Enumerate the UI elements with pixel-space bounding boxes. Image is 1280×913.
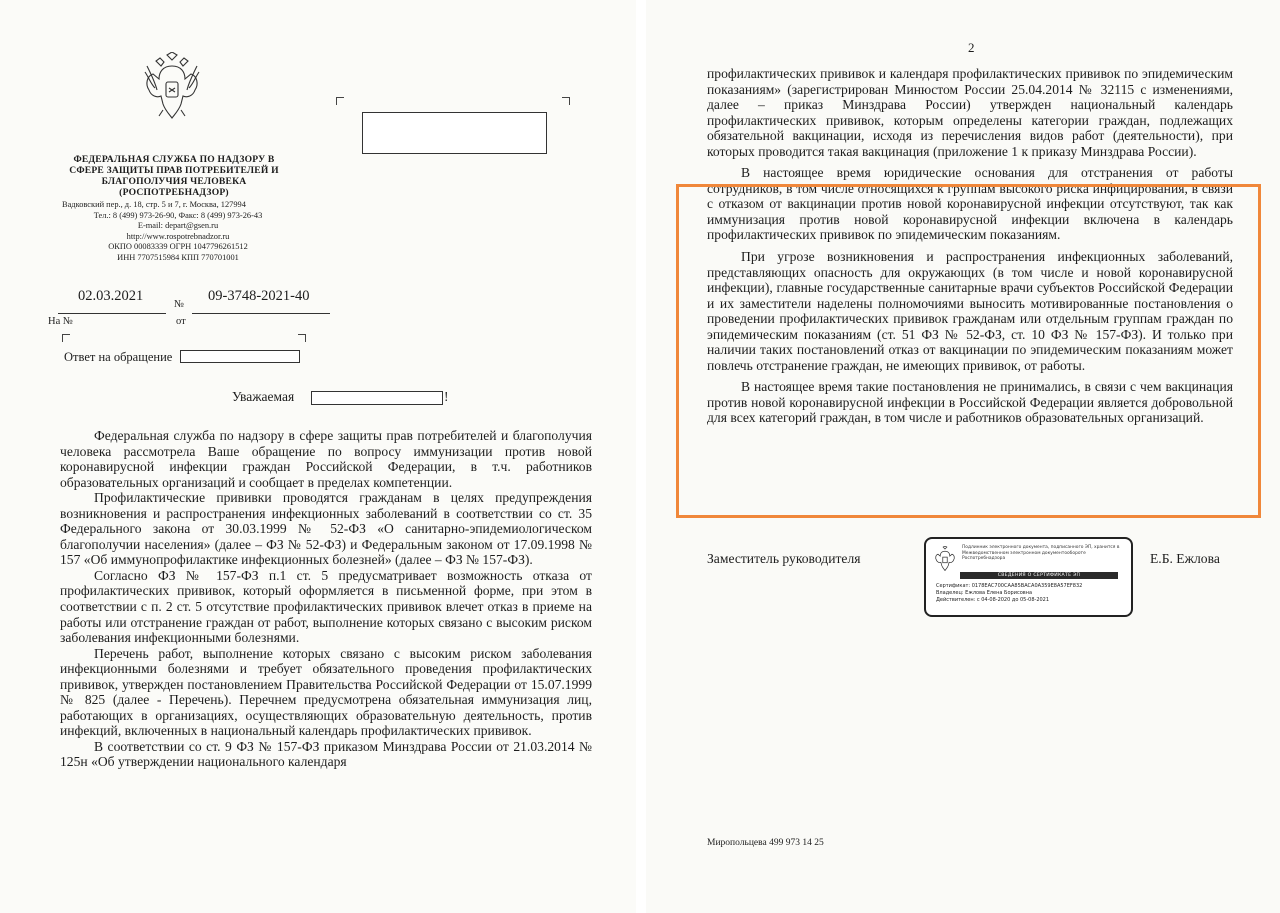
russian-coat-of-arms-icon [143, 52, 201, 122]
reply-label: Ответ на обращение [64, 350, 173, 364]
address: Вадковский пер., д. 18, стр. 5 и 7, г. Москва, 127994 [62, 200, 246, 209]
website: http://www.rospotrebnadzor.ru [126, 231, 230, 241]
stamp-emblem-icon [934, 546, 956, 572]
stamp-certificate: Сертификат: 0178EAC700CAA85BACA0A359E8A57EF832 [936, 583, 1083, 589]
paragraph: Перечень работ, выполнение которых связано с высоким риском заболевания инфекционными болезнями и требует обязательного проведения профилактических прививок, утвержден постановлением Правительства Российской Федерации от 15.07.1999 № 825 (далее - Перечень). Перечнем предусмотрена обязательная иммунизация лиц, работающих в организациях, осуществляющих образовательную деятельность, против инфекций, включенных в национальный календарь профилактических прививок. [60, 645, 592, 739]
number-underline [192, 313, 330, 314]
organization-contacts [62, 200, 294, 264]
letter-body-page-1 [60, 428, 592, 770]
paragraph: При угрозе возникновения и распространения инфекционных заболеваний, представляющих опасность для окружающих (в том числе и новой коронавирусной инфекции), главные государственные санитарные врачи субъектов Российской Федерации и их заместители наделены полномочиями выносить мотивированные постановления о проведении профилактических прививок гражданам или отдельным группам граждан по эпидемическим показаниям (ст. 51 ФЗ № 52-ФЗ, ст. 10 ФЗ № 157-ФЗ). И только при наличии таких постановлений отказ от вакцинации по эпидемическим показаниям может повлечь отстранение граждан, не имеющих прививок, от работы. [707, 249, 1233, 373]
corner-bracket [62, 334, 70, 342]
greeting-end: ! [444, 389, 449, 404]
signature-name: Е.Б. Ежлова [1150, 551, 1220, 566]
page-separator [636, 0, 646, 913]
stamp-valid: Действителен: с 04-08-2020 до 05-08-2021 [936, 597, 1050, 603]
greeting [232, 389, 294, 405]
na-no-label: На № [48, 316, 73, 327]
okpo: ОКПО 00083339 ОГРН 1047796261512 [108, 242, 248, 252]
electronic-signature-stamp [924, 537, 1133, 617]
page-number: 2 [968, 40, 975, 55]
organization-name: ФЕДЕРАЛЬНАЯ СЛУЖБА ПО НАДЗОРУ В СФЕРЕ ЗАЩИТЫ ПРАВ ПОТРЕБИТЕЛЕЙ И БЛАГОПОЛУЧИЯ ЧЕЛОВЕКА (РОСПОТРЕБНАДЗОР) [69, 154, 279, 198]
paragraph: В настоящее время юридические основания для отстранения от работы сотрудников, в том числе относящихся к группам высокого риска инфицирования, в связи с отказом от вакцинации против новой коронавирусной инфекции отсутствуют, так как иммунизация против новой коронавирусной инфекции включена в календарь профилактических прививок по эпидемическим показаниям. [707, 165, 1233, 243]
document-date: 02.03.2021 [78, 288, 144, 304]
redacted-recipient-box [362, 112, 547, 154]
phone: Тел.: 8 (499) 973-26-90, Факс: 8 (499) 973-26-43 [93, 210, 263, 220]
redacted-request-number [180, 350, 300, 363]
greeting-text: Уважаемая [232, 389, 295, 404]
stamp-note: Подлинник электронного документа, подписанного ЭП, хранится в Межведомственном электронном документообороте Роспотребнадзора [962, 545, 1120, 561]
paragraph: В настоящее время такие постановления не принимались, в связи с чем вакцинация против новой коронавирусной инфекции в Российской Федерации является добровольной для всех категорий граждан, в том числе и работников образовательных организаций. [707, 379, 1233, 426]
date-underline [58, 313, 166, 314]
paragraph: В соответствии со ст. 9 ФЗ № 157-ФЗ приказом Минздрава России от 21.03.2014 № 125н «Об утверждении национального календаря [60, 738, 592, 770]
redacted-name [311, 391, 443, 405]
corner-bracket [298, 334, 306, 342]
paragraph: Федеральная служба по надзору в сфере защиты прав потребителей и благополучия человека рассмотрела Ваше обращение по вопросу иммунизации против новой коронавирусной инфекции граждан Российской Федерации, в т.ч. работников образовательных организаций и сообщает в пределах компетенции. [60, 428, 592, 490]
paragraph: Профилактические прививки проводятся гражданам в целях предупреждения возникновения и распространения инфекционных заболеваний в соответствии со ст. 35 Федерального закона от 30.03.1999 № 52-ФЗ «О санитарно-эпидемиологическом благополучии населения» (далее – ФЗ № 52-ФЗ) и Федеральным законом от 17.09.1998 № 157 «Об иммунопрофилактике инфекционных болезней» (далее – ФЗ № 157-ФЗ). [60, 490, 592, 568]
highlight-frame [676, 184, 1261, 518]
ot-label: от [176, 316, 186, 327]
stamp-owner: Владелец: Ежлова Елена Борисовна [936, 590, 1033, 596]
paragraph: Согласно ФЗ № 157-ФЗ п.1 ст. 5 предусматривает возможность отказа от профилактических прививок, который оформляется в письменной форме, при этом в соответствии с п. 2 ст. 5 отсутствие профилактических прививок влечет отказ в приеме на работы или отстранение граждан от работ, выполнение которых связано с высоким риском заболевания инфекционными болезнями. [60, 567, 592, 646]
footer-contact: Миропольцева 499 973 14 25 [707, 838, 824, 848]
email: E-mail: depart@gsen.ru [137, 221, 219, 231]
number-sign: № [174, 299, 185, 310]
stamp-header: СВЕДЕНИЯ О СЕРТИФИКАТЕ ЭП [960, 572, 1118, 579]
outgoing-number: 09-3748-2021-40 [208, 288, 310, 304]
signature-role: Заместитель руководителя [707, 551, 861, 566]
corner-bracket [562, 97, 570, 105]
paragraph-continuation: профилактических прививок и календаря профилактических прививок по эпидемическим показаниям» (зарегистрирован Минюстом России 25.04.2014 № 32115 с изменениями, далее – приказ Минздрава России) утвержден национальный календарь профилактических прививок, которым определены категории граждан, подлежащих обязательной вакцинации, исходя из перечисления видов работ (деятельности), при которых проводится такая вакцинация (приложение 1 к приказу Минздрава России). [707, 66, 1233, 159]
inn: ИНН 7707515984 КПП 770701001 [117, 252, 239, 262]
corner-bracket [336, 97, 344, 105]
